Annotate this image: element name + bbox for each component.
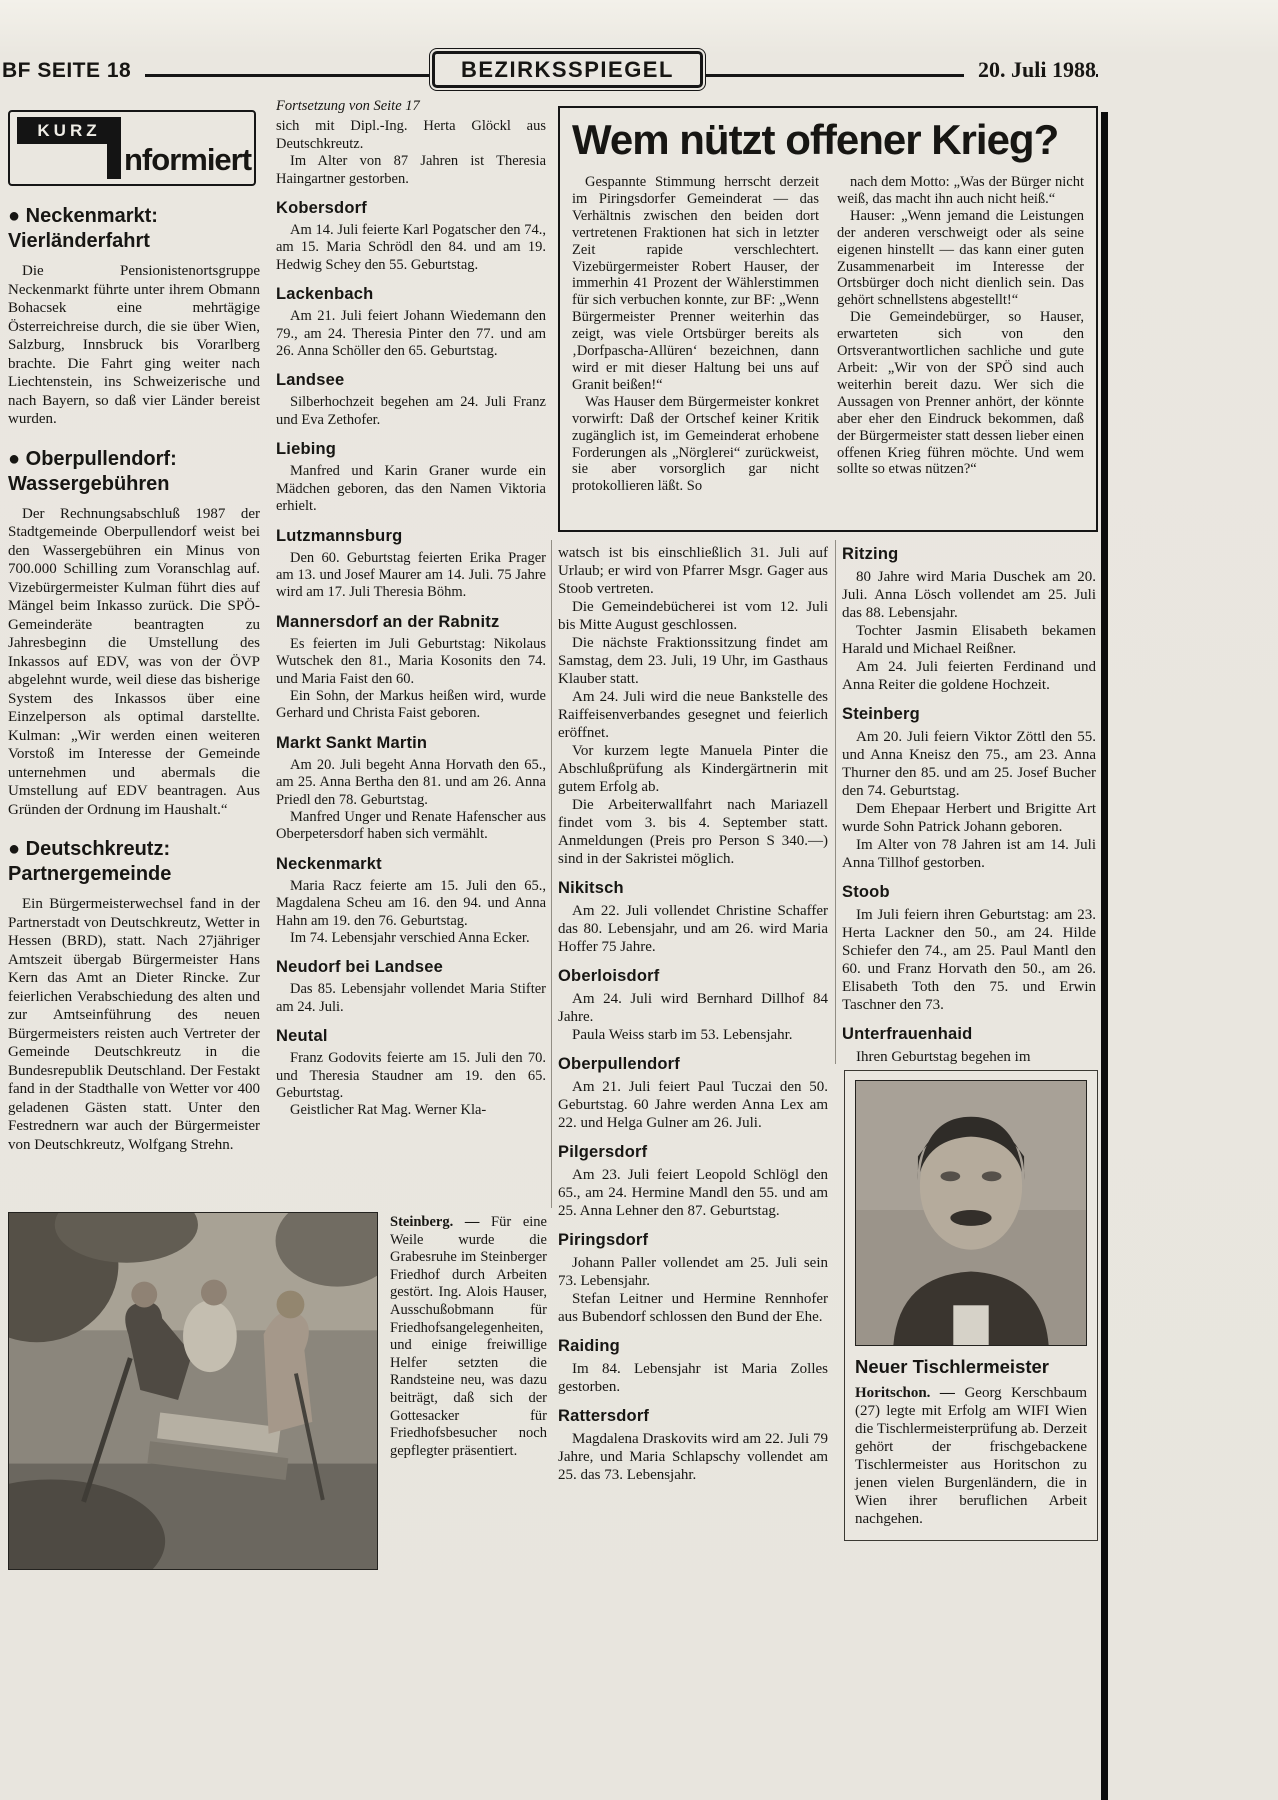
caption-text: Georg Kerschbaum (27) legte mit Erfolg am WIFI Wien die Tischlermeisterprüfung ab. Derzeit gehört der frischgebackene Tischlermeister aus Horitschon zu jenen vielen Burgenländern, die in Wien ihrer beruflichen Arbeit nachgehen. (855, 1385, 1087, 1527)
section-heading: Mannersdorf an der Rabnitz (276, 612, 500, 631)
column-rule (551, 540, 552, 1208)
section-paragraph: Manfred Unger und Renate Hafenscher aus Oberpetersdorf haben sich vermählt. (276, 808, 546, 843)
section-paragraph: Am 24. Juli wird die neue Bankstelle des Raiffeisenverbandes gesegnet und feierlich eröffnet. (558, 689, 828, 741)
kicker-town: ● Deutschkreutz: (8, 838, 171, 860)
section-heading: Ritzing (842, 545, 899, 563)
section-paragraph: Stefan Leitner und Hermine Rennhofer aus Bubendorf schlossen den Bund der Ehe. (558, 1291, 828, 1325)
section-paragraph: Die nächste Fraktionssitzung findet am Samstag, dem 23. Juli, 19 Uhr, im Gasthaus Klauber statt. (558, 635, 828, 687)
article-paragraph: Die Gemeindebürger, so Hauser, erwarteten sich von den Ortsverantwortlichen sachliche und gute Arbeit: „Wir von der SPÖ sind auch weiterhin bereit dazu. Wer sich die Aussagen von Prenner anhört, der könnte aber eher den Eindruck bekommen, daß der Bürgermeister statt dessen lieber einen offenen Krieg führen möchte. Und wem sollte so etwas nützen?“ (837, 309, 1084, 478)
caption-lead: Horitschon. — (855, 1385, 955, 1401)
section-paragraph: Am 20. Juli begeht Anna Horvath den 65., am 25. Anna Bertha den 81. und am 26. Anna Priedl den 78. Geburtstag. (276, 756, 546, 808)
section-paragraph: Silberhochzeit begehen am 24. Juli Franz und Eva Zethofer. (276, 394, 546, 428)
section-heading: Kobersdorf (276, 199, 367, 218)
kicker-topic: Wassergebühren (8, 472, 170, 495)
section-heading: Stoob (842, 883, 890, 901)
news-kicker (8, 447, 260, 497)
section-paragraph: Im Alter von 78 Jahren ist am 14. Juli Anna Tillhof gestorben. (842, 837, 1096, 871)
section-paragraph: Am 24. Juli wird Bernhard Dillhof 84 Jahre. (558, 991, 828, 1025)
news-body: Ein Bürgermeisterwechsel fand in der Partnerstadt von Deutschkreutz, Wetter in Hessen (BRD), statt. Nach 27jähriger Amtszeit übergab Bürgermeister Hans Kern das Amt an Dieter Rincke. Zur feierlichen Verabschiedung des alten und zur Amtseinführung des neuen Bürgermeisters reisten auch Vertreter der Gemeinde Deutschkreutz in die Bundesrepublik Deutschland. Der Festakt fand in der Stadthalle von Wetter vor 400 geladenen Gästen statt. Unter den Festrednern war auch der Bürgermeister von Deutschkreutz, Wolfgang Strehn. (8, 896, 260, 1153)
section-heading: Pilgersdorf (558, 1143, 648, 1161)
section-paragraph: Tochter Jasmin Elisabeth bekamen Harald und Michael Reißner. (842, 623, 1096, 657)
article-paragraph: Gespannte Stimmung herrscht derzeit im Piringsdorfer Gemeinderat — das Verhältnis zwischen den beiden dort vertretenen Fraktionen hat sich in letzter Zeit rapide verschlechtert. Vizebürgermeister Robert Hauser, der immerhin 41 Prozent der Wählerstimmen für sich verbuchen konnte, zur BF: „Wenn Bürgermeister Prenner weiterhin das zeigt, was viele Ortsbürger bereits als ‚Dorfpascha-Allüren‘ bezeichnen, dann wird er mit dieser Haltung bei uns auf Granit beißen!“ (572, 174, 819, 393)
news-item (8, 447, 260, 820)
section-paragraph: Ihren Geburtstag begehen im (856, 1049, 1031, 1065)
article-column-right (837, 174, 1084, 495)
kicker-topic: Vierländerfahrt (8, 230, 150, 252)
portrait-photo (855, 1080, 1087, 1346)
listings-column-2 (276, 98, 546, 1210)
section-paragraph: Den 60. Geburtstag feierten Erika Prager am 13. und Josef Maurer am 14. Juli. 75 Jahre wird am 17. Juli Theresia Böhm. (276, 549, 546, 601)
section-paragraph: Das 85. Lebensjahr vollendet Maria Stifter am 24. Juli. (276, 981, 546, 1015)
section-heading: Nikitsch (558, 879, 624, 897)
caption-lead: Steinberg. — (390, 1214, 480, 1230)
section-paragraph: Am 22. Juli vollendet Christine Schaffer das 80. Lebensjahr, und am 26. wird Maria Hoffer 75 Jahre. (558, 903, 828, 955)
section-paragraph: Am 20. Juli feiern Viktor Zöttl den 55. und Anna Kneisz den 75., am 23. Anna Thurner den 85. und am 25. Josef Bucher den 74. Geburtstag. (842, 729, 1096, 799)
news-kicker (8, 204, 260, 254)
section-heading: Neckenmarkt (276, 854, 382, 873)
section-heading: Neudorf bei Landsee (276, 958, 443, 977)
section-paragraph: Magdalena Draskovits wird am 22. Juli 79 Jahre, und Maria Schlapschy vollendet am 25. das 73. Lebensjahr. (558, 1431, 828, 1483)
section-paragraph: Am 24. Juli feierten Ferdinand und Anna Reiter die goldene Hochzeit. (842, 659, 1096, 693)
article-paragraph: Was Hauser dem Bürgermeister konkret vorwirft: Daß der Ortschef keiner Kritik zugänglich ist, im Gemeinderat erhobene Forderungen als „Nörglerei“ zurückweist, sie aber vorsorglich gar nicht protokollieren läßt. So (572, 393, 819, 495)
section-heading: Rattersdorf (558, 1407, 650, 1425)
news-body: Der Rechnungsabschluß 1987 der Stadtgemeinde Oberpullendorf weist bei den Wassergebühren ein Minus von 700.000 Schilling zum Voranschlag auf. Vizebürgermeister Kulman führt dies auf Mängel beim Inkasso zurück. Die SPÖ-Gemeinderäte beantragten zu Jahresbeginn die Umstellung des Inkassos auf EDV, was von der ÖVP abgelehnt wurde, weil diese das bisherige System des Inkassos über eine Einzelperson als optimal darstellte. Kulman: „Wir werden einen weiteren Vorstoß im Interesse der Gemeinde unternehmen und abermals die Umstellung auf EDV beantragen. Aus Gründen der Ordnung im Haushalt.“ (8, 505, 260, 818)
page-number-label: BF SEITE 18 (2, 57, 145, 85)
section-heading: Lutzmannsburg (276, 526, 403, 545)
section-heading: Oberloisdorf (558, 967, 660, 985)
section-paragraph: Manfred und Karin Graner wurde ein Mädchen geboren, das den Namen Viktoria erhielt. (276, 463, 546, 515)
section-paragraph: Im Alter von 87 Jahren ist Theresia Haingartner gestorben. (276, 153, 546, 187)
caption-text: Für eine Weile wurde die Grabesruhe im Steinberger Friedhof durch Arbeiten gestört. Ing. Alois Hauser, Ausschußobmann für Friedhofsangelegenheiten, und einige freiwillige Helfer setzten die Randsteine neu, was dazu beiträgt, daß sich der Gottesacker für Friedhofsbesucher noch gepflegter präsentiert. (390, 1214, 547, 1459)
article-columns (572, 174, 1084, 495)
section-paragraph: Ein Sohn, der Markus heißen wird, wurde Gerhard und Christa Faist geboren. (276, 687, 546, 722)
section-paragraph: Am 21. Juli feiert Paul Tuczai den 50. Geburtstag. 60 Jahre werden Anna Lex am 22. und Helga Gulner am 26. Juli. (558, 1079, 828, 1131)
section-heading: Markt Sankt Martin (276, 733, 428, 752)
section-paragraph: Dem Ehepaar Herbert und Brigitte Art wurde Sohn Patrick Johann geboren. (842, 801, 1096, 835)
article-paragraph: nach dem Motto: „Was der Bürger nicht weiß, das macht ihn auch nicht heiß.“ (837, 174, 1084, 207)
news-item (8, 204, 260, 429)
section-paragraph: Am 23. Juli feiert Leopold Schlögl den 65., am 24. Hermine Mandl den 55. und am 25. Anna Lehner den 87. Geburtstag. (558, 1167, 828, 1219)
section-paragraph: 80 Jahre wird Maria Duschek am 20. Juli. Anna Lösch vollendet am 25. Juli das 88. Lebensjahr. (842, 569, 1096, 621)
section-heading: Landsee (276, 371, 345, 390)
lead-article (558, 106, 1098, 532)
section-paragraph: Im 84. Lebensjahr ist Maria Zolles gestorben. (558, 1361, 828, 1395)
caption-paragraph (390, 1214, 547, 1460)
section-paragraph: Es feierten im Juli Geburtstag: Nikolaus Wutschek den 81., Maria Kosonits den 74. und Maria Faist den 60. (276, 635, 546, 687)
section-heading: Liebing (276, 440, 337, 459)
listings-column-3 (558, 544, 828, 1484)
continuation-note: Fortsetzung von Seite 17 (276, 98, 420, 114)
article-headline: Wem nützt offener Krieg? (572, 116, 1059, 163)
article-paragraph: Hauser: „Wenn jemand die Leistungen der anderen verschweigt oder als seine eigenen hinstellt — das kann einer guten Zusammenarbeit im Interesse der Ortsbürger doch nicht dienlich sein. Das gehört schnellstens abgestellt!“ (837, 207, 1084, 309)
kurz-logo-word: nformiert (124, 142, 252, 177)
kurz-logo-i-stem (107, 117, 121, 179)
section-paragraph: Am 14. Juli feierte Karl Pogatscher den 74., am 15. Maria Schrödl den 84. und am 19. Hedwig Schey den 55. Geburtstag. (276, 222, 546, 273)
section-paragraph: Maria Racz feierte am 15. Juli den 65., Magdalena Scheu am 16. den 94. und Anna Hahn am 19. den 76. Geburtstag. (276, 877, 546, 929)
article-column-left (572, 174, 819, 495)
kicker-town: ● Neckenmarkt: (8, 205, 158, 227)
section-paragraph: watsch ist bis einschließlich 31. Juli auf Urlaub; er wird von Pfarrer Msgr. Gager aus Stoob vertreten. (558, 545, 828, 597)
section-paragraph: Franz Godovits feierte am 15. Juli den 70. und Theresia Staudner am 19. den 65. Geburtstag. (276, 1050, 546, 1102)
caption-heading: Neuer Tischlermeister (855, 1356, 1050, 1377)
section-paragraph: Paula Weiss starb im 53. Lebensjahr. (572, 1027, 793, 1043)
section-paragraph: Im 74. Lebensjahr verschied Anna Ecker. (290, 930, 530, 946)
section-paragraph: Geistlicher Rat Mag. Werner Kla- (290, 1102, 487, 1119)
section-paragraph: Johann Paller vollendet am 25. Juli sein 73. Lebensjahr. (558, 1255, 828, 1289)
section-heading: Steinberg (842, 705, 920, 723)
section-heading: Oberpullendorf (558, 1055, 680, 1073)
section-heading: Piringsdorf (558, 1231, 649, 1249)
tischlermeister-block (844, 1070, 1098, 1541)
section-paragraph: sich mit Dipl.-Ing. Herta Glöckl aus Deutschkreutz. (276, 118, 546, 152)
kurz-informiert-logo (8, 110, 256, 186)
masthead-title: BEZIRKSSPIEGEL (461, 57, 674, 82)
kicker-town: ● Oberpullendorf: (8, 447, 177, 470)
section-heading: Raiding (558, 1337, 620, 1355)
kurz-logo-bar: KURZ (17, 117, 121, 144)
section-heading: Lackenbach (276, 285, 374, 304)
section-paragraph: Am 21. Juli feiert Johann Wiedemann den 79., am 24. Theresia Pinter den 77. und am 26. Anna Schöller den 65. Geburtstag. (276, 308, 546, 360)
issue-date: 20. Juli 1988 (964, 56, 1096, 84)
caption-paragraph (855, 1384, 1087, 1528)
section-heading: Unterfrauenhaid (842, 1025, 973, 1043)
section-heading: Neutal (276, 1027, 328, 1046)
news-body: Die Pensionistenortsgruppe Neckenmarkt führte unter ihrem Obmann Bohacsek eine mehrtägige Österreichreise durch, die sie über Wien, Salzburg, Innsbruck bis Vorarlberg brachte. Die Fahrt ging weiter nach Liechtenstein, ins Schweizerische und nach Bayern, so daß vier Länder bereist wurden. (8, 263, 260, 427)
kurz-informiert-column (8, 110, 260, 1154)
cemetery-photo-caption (390, 1214, 547, 1460)
section-paragraph: Vor kurzem legte Manuela Pinter die Abschlußprüfung als Kindergärtnerin mit gutem Erfolg ab. (558, 743, 828, 795)
masthead-box (432, 51, 703, 88)
kicker-topic: Partnergemeinde (8, 863, 172, 885)
listings-column-4 (842, 544, 1096, 1066)
page-edge-bar (1101, 112, 1108, 1800)
news-kicker (8, 837, 260, 887)
section-paragraph: Die Arbeiterwallfahrt nach Mariazell findet vom 3. bis 4. September statt. Anmeldungen (Preis pro Person S 340.—) sind in der Sakristei möglich. (558, 797, 828, 867)
column-rule (835, 540, 836, 1064)
cemetery-photo (8, 1212, 378, 1570)
news-item (8, 837, 260, 1154)
section-paragraph: Die Gemeindebücherei ist vom 12. Juli bis Mitte August geschlossen. (558, 599, 828, 633)
section-paragraph: Im Juli feiern ihren Geburtstag: am 23. Herta Lackner den 50., am 24. Hilde Schiefer den 74., am 25. Paul Mantl den 60. und Franz Horvath den 50., am 26. Elisabeth Toth den 75. und Erwin Taschner den 73. (842, 907, 1096, 1013)
